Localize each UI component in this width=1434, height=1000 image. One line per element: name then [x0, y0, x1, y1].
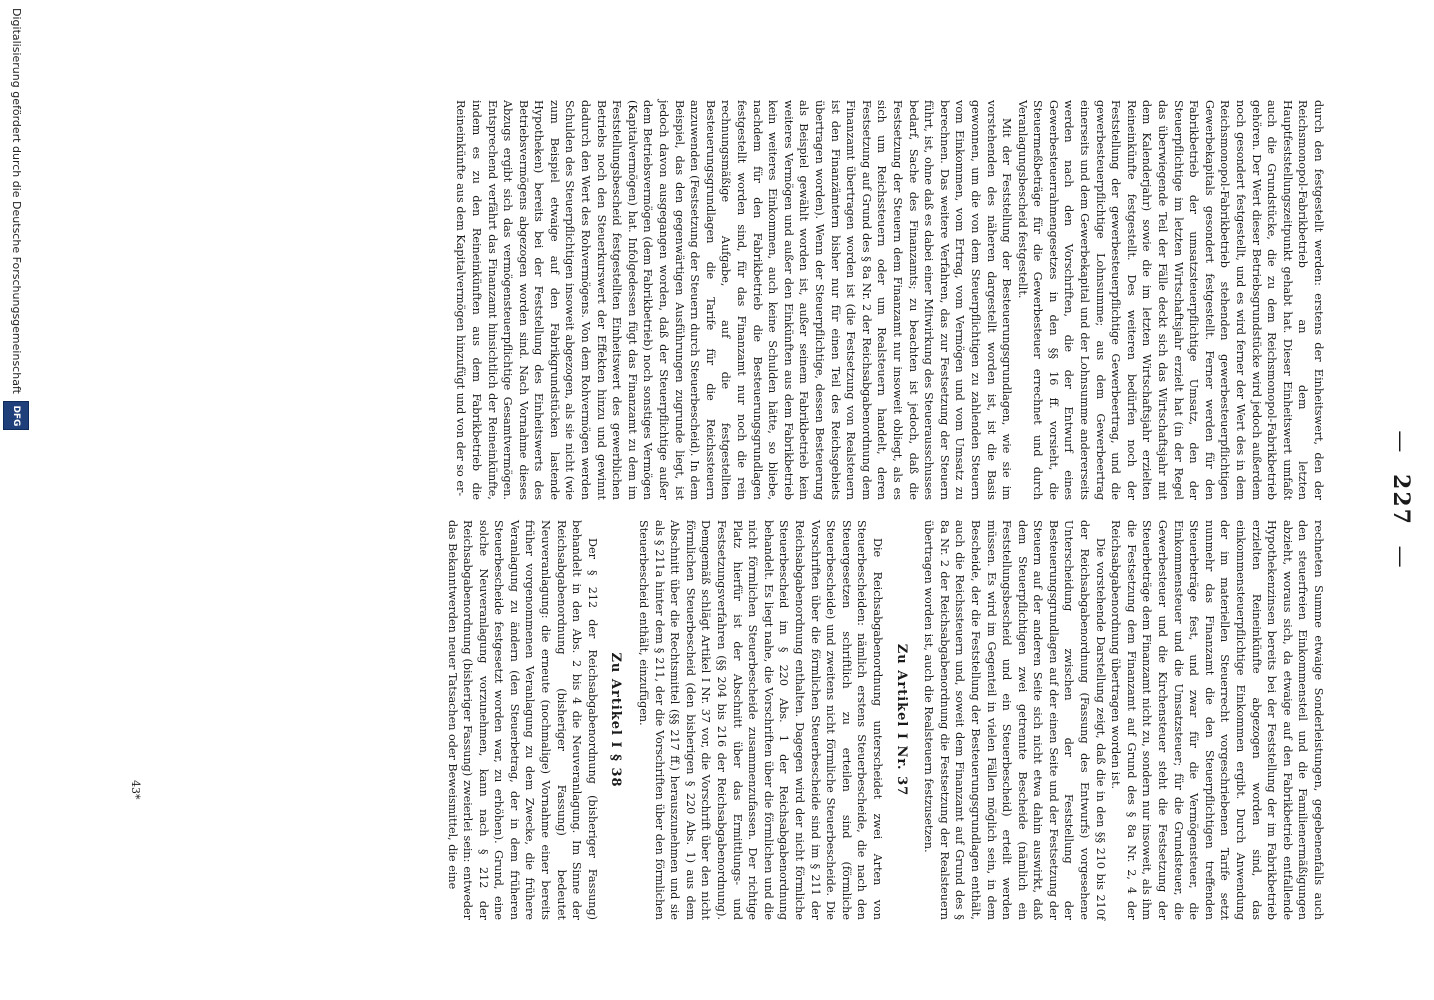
paragraph: Die Reichsabgabenordnung unterscheidet zwei Arten von Steuerbescheiden: nämlich erstens Steuerbescheide, die nach den Steuergesetzen schriftlich zu erteilen sind (förmliche Steuerbescheide) und zweitens nicht förmliche Steuerbescheide. Die Vorschriften über die förmlichen Steuerbescheide sind im § 211 der Reichsabgabenordnung enthalten. Dagegen wird der nicht förmliche Steuerbescheid im § 220 Abs. 1 der Reichsabgabenordnung behandelt. Es liegt nahe, die Vorschriften über die förmlichen und die nicht förmlichen Steuerbescheide zusammenzufassen. Der richtige Platz hierfür ist der Abschnitt über das Ermittlungs- und Festsetzungsverfahren (§§ 204 bis 216 der Reichsabgabenordnung). Demgemäß schlägt Artikel I Nr. 37 vor, die Vorschrift über den nicht förmlichen Steuerbescheid (den bisherigen § 220 Abs. 1) aus dem Abschnitt über die Rechtsmittel (§§ 217 ff.) herauszunehmen und sie als § 211a hinter dem § 211, der die Vorschriften über den förmlichen Steuerbescheid enthält, einzufügen.	[637, 520, 884, 920]
page-header	[1388, 0, 1414, 1000]
right-column	[444, 520, 1326, 920]
digitization-credit	[7, 0, 29, 1000]
paragraph: rechneten Summe etwaige Sonderleistungen, gegebenenfalls auch den steuerfreien Einkommensteil und die Familienermäßigungen abzieht, woraus sich, da etwaige auf den Fabrikbetrieb entfallende Hypothekenzinsen bereits bei der Feststellung der im Fabrikbetrieb erzielten Reineinkünfte abgezogen worden sind, das einkommensteuerpflichtige Einkommen ergibt. Durch Anwendung der im materiellen Steuerrecht vorgeschriebenen Tarife setzt nunmehr das Finanzamt die den Steuerpflichtigen treffenden Steuerbeträge fest, und zwar für die Vermögensteuer, die Einkommensteuer und die Umsatzsteuer; für die Grundsteuer, die Gewerbesteuer und die Kirchensteuer steht die Festsetzung der Steuerbeträge dem Finanzamt nicht zu, sondern nur insoweit, als ihm die Festsetzung dem Finanzamt auf Grund des § 8a Nr. 2, 4 der Reichsabgabenordnung übertragen worden ist.	[1109, 520, 1325, 920]
paragraph: Mit der Feststellung der Besteuerungsgrundlagen, wie sie im vorstehenden des näheren dargestellt worden ist, ist die Basis gewonnen, um die von dem Steuerpflichtigen zu zahlenden Steuern vom Einkommen, vom Ertrag, vom Vermögen und vom Umsatz zu berechnen. Das weitere Verfahren, das zur Festsetzung der Steuern führt, ist, ohne daß es dabei einer Mitwirkung des Steuerausschusses bedarf, Sache des Finanzamts; zu beachten ist jedoch, daß die Festsetzung der Steuern dem Finanzamt nur insoweit obliegt, als es sich um Reichssteuern oder um Realsteuern handelt, deren Festsetzung auf Grund des § 8a Nr. 2 der Reichsabgabenordnung dem Finanzamt übertragen worden ist (die Festsetzung von Realsteuern ist den Finanzämtern bisher nur für einen Teil des Reichsgebiets übertragen worden). Wenn der Steuerpflichtige, dessen Besteuerung als Beispiel gewählt worden ist, außer seinem Fabrikbetrieb kein weiteres Vermögen und außer den Einkünften aus dem Fabrikbetrieb kein weiteres Einkommen, auch keine Schulden hätte, so bliebe, nachdem für den Fabrikbetrieb die Besteuerungsgrundlagen festgestellt worden sind, für das Finanzamt nur noch die rein rechnungsmäßige Aufgabe, auf die festgestellten Besteuerungsgrundlagen die Tarife für die Reichssteuern anzuwenden (Festsetzung der Steuern durch Steuerbescheid). In dem Beispiel, das den gegenwärtigen Ausführungen zugrunde liegt, ist jedoch davon ausgegangen worden, daß der Steuerpflichtige außer dem Betriebsvermögen (dem Fabrikbetrieb) noch sonstiges Vermögen (Kapitalvermögen) hat. Infolgedessen fügt das Finanzamt zu dem im Feststellungsbescheid festgestellten Einheitswert des gewerblichen Betriebs noch den Steuerkurswert der Effekten hinzu und gewinnt dadurch den Wert des Rohvermögens. Von dem Rohvermögen werden Schulden des Steuerpflichtigen insoweit abgezogen, als sie nicht (wie zum Beispiel etwaige auf den Fabrikgrundstücken lastende Hypotheken) bereits bei der Feststellung des Einheitswerts des Betriebsvermögens abgezogen worden sind. Nach Vornahme dieses Abzugs ergibt sich das vermögensteuerpflichtige Gesamtvermögen. Entsprechend verfährt das Finanzamt hinsichtlich der Reineinkünfte, indem es zu den Reineinkünften aus dem Fabrikbetrieb die Reineinkünfte aus dem Kapitalvermögen hinzufügt und von der so er-	[454, 100, 1014, 500]
paragraph: Der § 212 der Reichsabgabenordnung (bisheriger Fassung) behandelt in den Abs. 2 bis 4 die Neuveranlagung. Im Sinne der Reichsabgabenordnung (bisheriger Fassung) bedeutet Neuveranlagung: die erneute (nochmalige) Vornahme einer bereits früher vorgenommenen Veranlagung zu dem Zwecke, die frühere Veranlagung zu ändern (den Steuerbetrag, der in dem früheren Steuerbescheide festgesetzt worden war, zu erhöhen). Grund, eine solche Neuveranlagung vorzunehmen, kann nach § 212 der Reichsabgabenordnung (bisheriger Fassung) zweierlei sein: entweder das Bekanntwerden neuer Tatsachen oder Beweismittel, die eine	[445, 520, 599, 920]
page-number: 227	[1388, 474, 1414, 526]
dfg-logo: DFG	[3, 401, 29, 430]
paragraph: Die vorstehende Darstellung zeigt, daß die in den §§ 210 bis 210f der Reichsabgabenordnung (Fassung des Entwurfs) vorgesehene Unterscheidung zwischen der Feststellung der Besteuerungsgrundlagen auf der einen Seite und der Festsetzung der Steuern auf der anderen Seite sich nicht etwa dahin auswirkt, daß dem Steuerpflichtigen zwei getrennte Bescheide (nämlich ein Feststellungsbescheid und ein Steuerbescheid) erteilt werden müssen. Es wird im Gegenteil in vielen Fällen möglich sein, in dem Bescheide, der die Feststellung der Besteuerungsgrundlagen enthält, auch die Reichssteuern und, soweit dem Finanzamt auf Grund des § 8a Nr. 2 der Reichsabgabenordnung die Festsetzung der Realsteuern übertragen worden ist, auch die Realsteuern festzusetzen.	[922, 520, 1107, 920]
paragraph: durch den festgestellt werden: erstens der Einheitswert, den der Reichsmonopol-Fabrikbetrieb an dem letzten Hauptfeststellungszeitpunkt gehabt hat. Dieser Einheitswert umfaßt auch die Grundstücke, die zu dem Reichsmonopol-Fabrikbetrieb gehören. Der Wert dieser Betriebsgrundstücke wird jedoch außerdem noch gesondert festgestellt, und es wird ferner der Wert des in dem Reichsmonopol-Fabrikbetrieb stehenden gewerbesteuerpflichtigen Gewerbekapitals gesondert festgestellt. Ferner werden für den Fabrikbetrieb der umsatzsteuerpflichtige Umsatz, den der Steuerpflichtige im letzten Wirtschaftsjahr erzielt hat (in der Regel das überwiegende Teil der Fälle deckt sich das Wirtschaftsjahr mit dem Kalenderjahr) sowie die im letzten Wirtschaftsjahr erzielten Reineinkünfte festgestellt. Des weiteren bedürfen noch der Feststellung der gewerbesteuerpflichtige Gewerbeertrag, und die gewerbesteuerpflichtige Lohnsumme; aus dem Gewerbeertrag einerseits und dem Gewerbekapital und der Lohnsumme andererseits werden nach den Vorschriften, die der Entwurf eines Gewerbesteuerrahmengesetzes in den §§ 16 ff. vorsieht, die Steuermeßbeträge für die Gewerbesteuer errechnet und durch Veranlagungsbescheid festgestellt.	[1015, 100, 1325, 500]
article-heading: Zu Artikel I Nr. 37	[893, 643, 909, 797]
credit-text: Digitalisierung gefördert durch die Deutsche Forschungsgemeinschaft	[10, 8, 23, 394]
article-heading: Zu Artikel I § 38	[608, 652, 624, 788]
signature-mark: 43*	[129, 780, 142, 800]
page-number-dash-right: —	[1388, 545, 1413, 570]
left-column	[453, 100, 1326, 500]
page-number-dash-left: —	[1388, 430, 1413, 455]
